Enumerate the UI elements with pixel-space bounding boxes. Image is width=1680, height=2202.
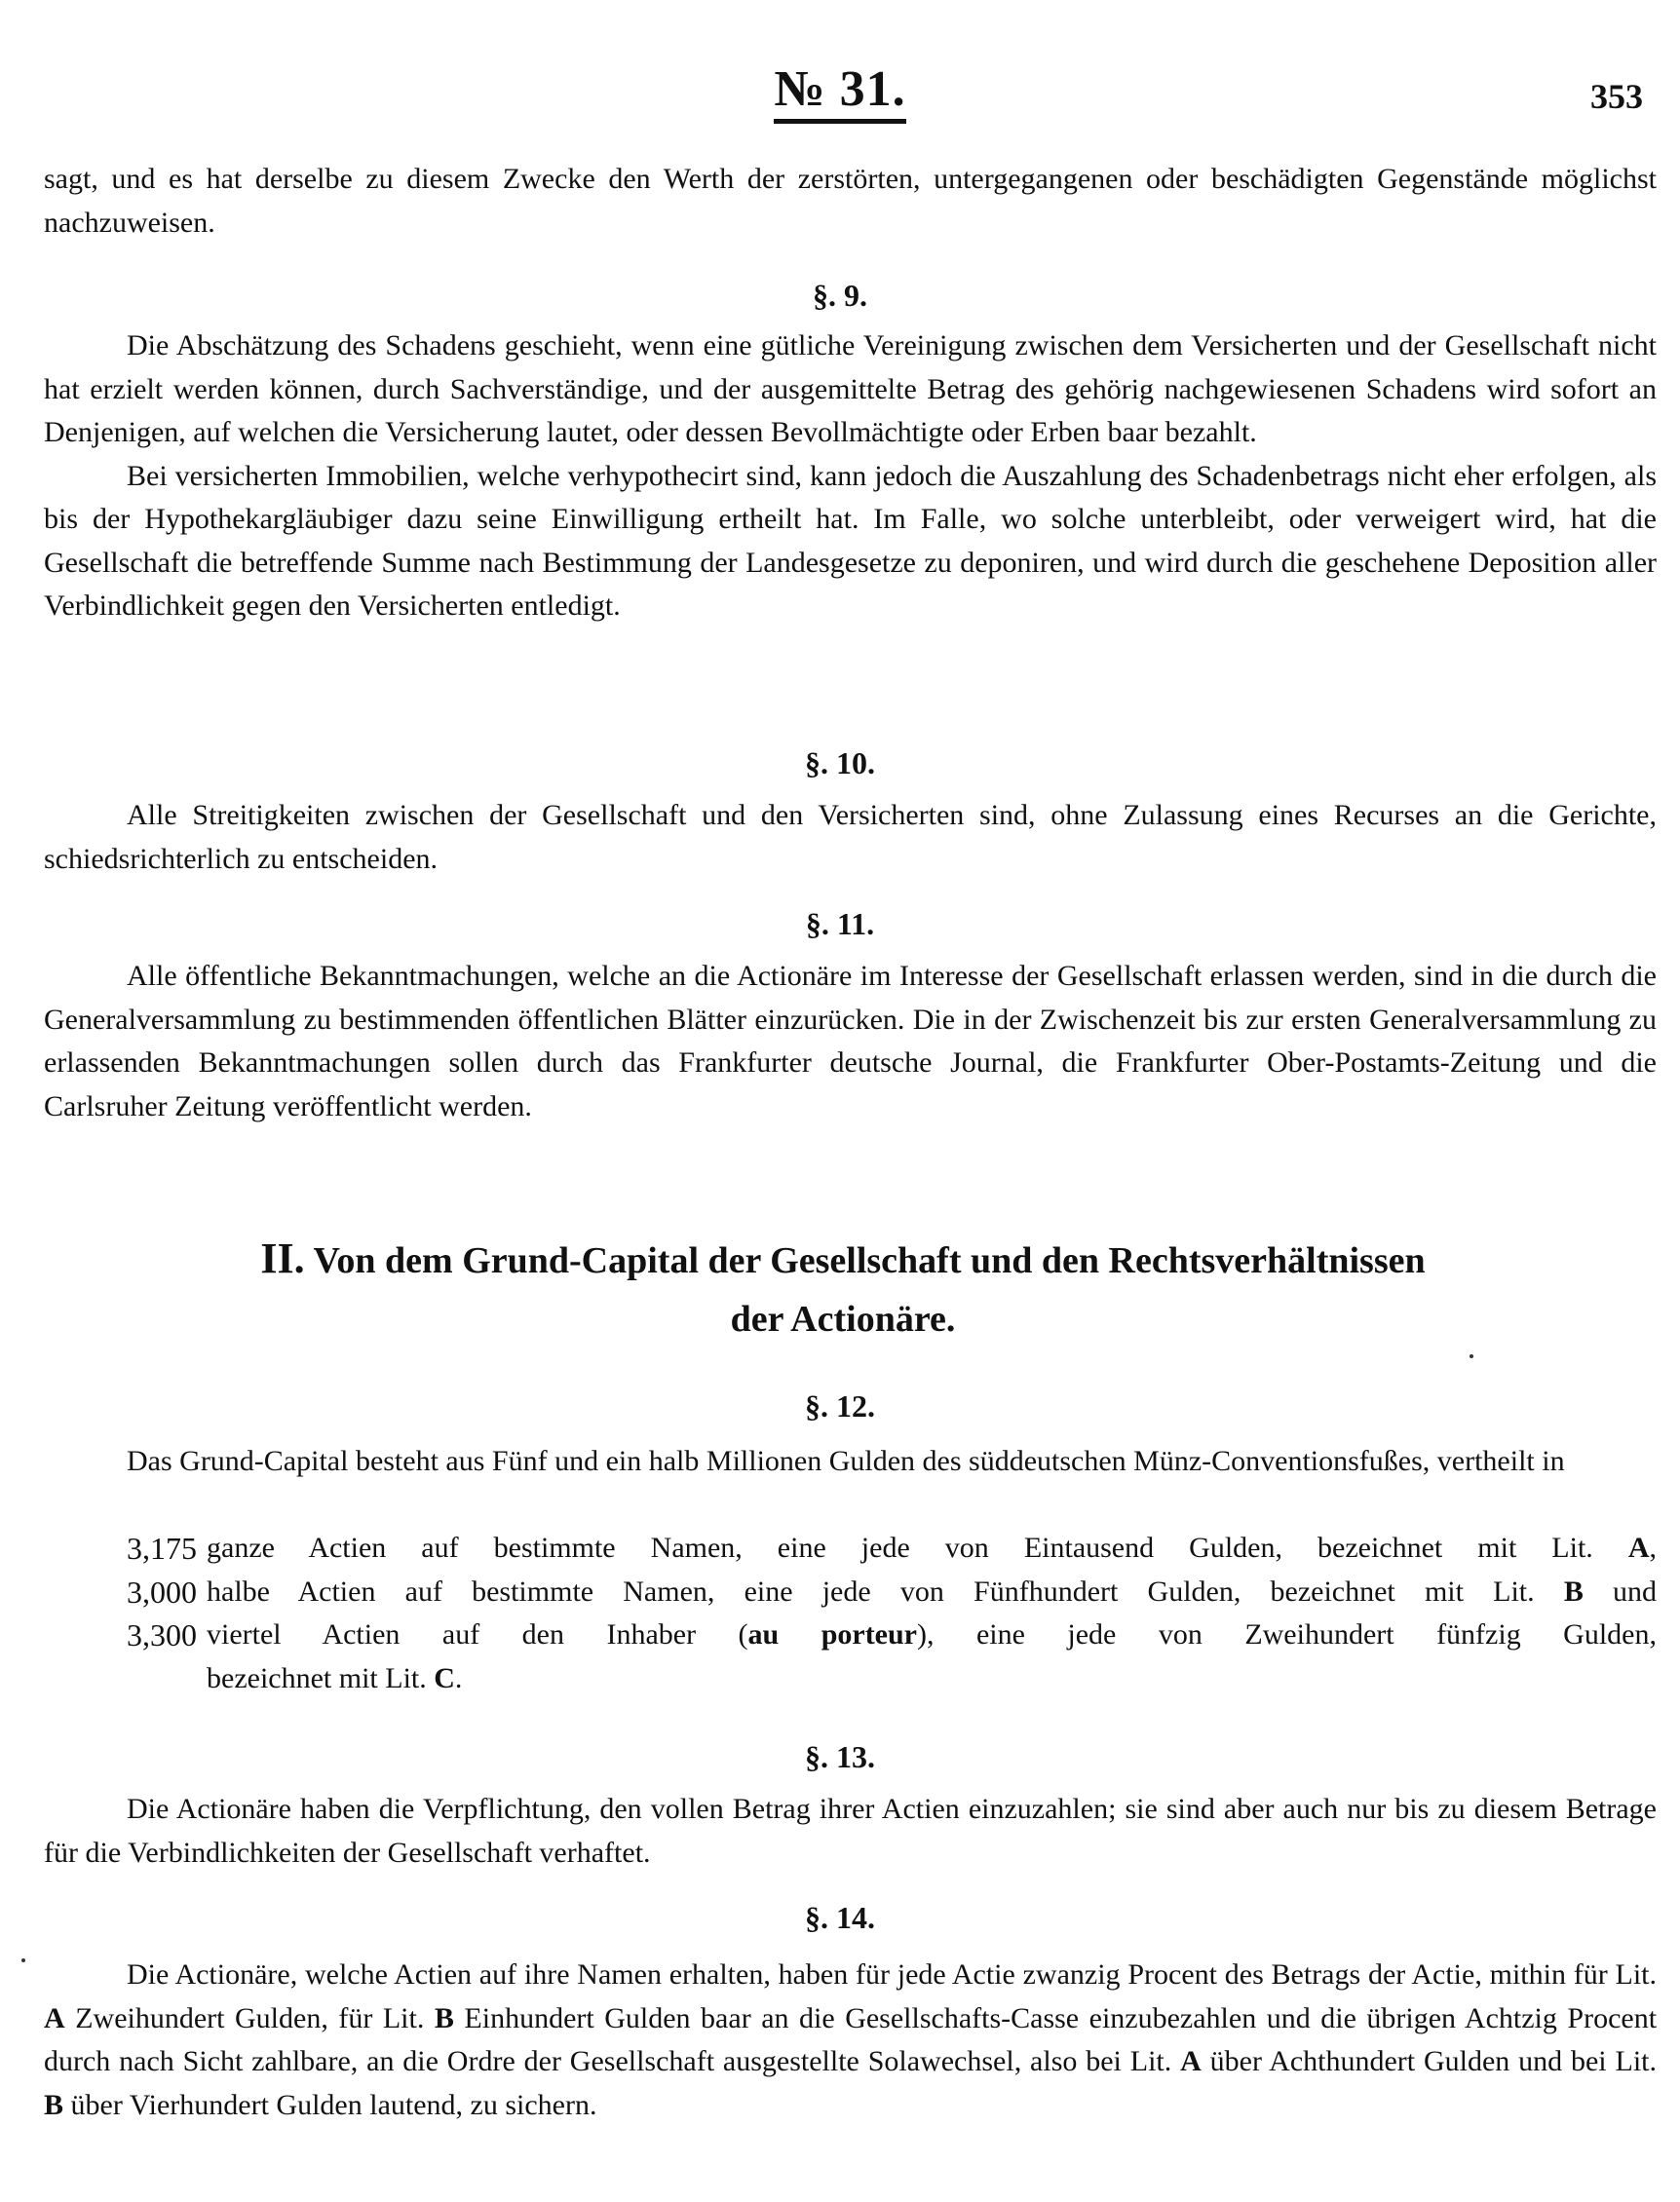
- section-mark-14: §. 14.: [805, 1900, 875, 1935]
- section-11-body: [44, 955, 1657, 1128]
- section-10-body: [44, 794, 1657, 881]
- paragraph: Die Abschätzung des Schadens geschieht, wenn eine gütliche Vereinigung zwischen dem Versicherten und der Gesellschaft nicht hat erzielt werden können, durch Sachverständige, und der ausgemittelte Betrag des gehörig nachgewiesenen Schadens wird sofort an Denjenigen, auf welchen die Versicherung lautet, oder dessen Bevollmächtigte oder Erben baar bezahlt.: [44, 329, 1657, 448]
- share-row-continuation: bezeichnet mit Lit. C.: [207, 1661, 463, 1694]
- section-14-body: Die Actionäre, welche Actien auf ihre Namen erhalten, haben für jede Actie zwanzig Procent des Betrags der Actie, mithin für Lit. A Zweihundert Gulden, für Lit. B Einhundert Gulden baar an die Gesellschafts-Casse einzubezahlen und die übrigen Achtzig Procent durch nach Sicht zahlbare, an die Ordre der Gesellschaft ausgestellte Solawechsel, also bei Lit. A über Achthundert Gulden und bei Lit. B über Vierhundert Gulden lautend, zu sichern.: [44, 1958, 1658, 2121]
- paragraph: Alle Streitigkeiten zwischen der Gesellschaft und den Versicherten sind, ohne Zulassung eines Recurses an die Gerichte, schiedsrichterlich zu entscheiden.: [44, 799, 1657, 875]
- section-mark-9: §. 9.: [813, 278, 867, 313]
- page-number: 353: [1590, 77, 1643, 116]
- section-9-body: [44, 324, 1657, 628]
- section-mark-13: §. 13.: [805, 1739, 875, 1774]
- chapter-title-line2: der Actionäre.: [730, 1299, 956, 1340]
- chapter-heading: [127, 1230, 1559, 1348]
- share-quantity: 3,000: [127, 1574, 197, 1610]
- share-row: 3,000 halbe Actien auf bestimmte Namen, eine jede von Fünfhundert Gulden, bezeichnet mit Lit. B und: [88, 1571, 1657, 1614]
- paragraph: Bei versicherten Immobilien, welche verhypothecirt sind, kann jedoch die Auszahlung des Schadenbetrags nicht eher erfolgen, als bis der Hypothekargläubiger dazu seine Einwilligung ertheilt hat. Im Falle, wo solche unterbleibt, oder verweigert wird, hat die Gesellschaft die betreffende Summe nach Bestimmung der Landesgesetze zu deponiren, und wird durch die geschehene Deposition aller Verbindlichkeit gegen den Versicherten entledigt.: [44, 459, 1657, 622]
- section-mark-10: §. 10.: [805, 745, 875, 780]
- chapter-numeral: II.: [260, 1234, 305, 1282]
- share-row: 3,175 ganze Actien auf bestimmte Namen, eine jede von Eintausend Gulden, bezeichnet mit Lit. A,: [88, 1527, 1657, 1571]
- continuation-paragraph: sagt, und es hat derselbe zu diesem Zwecke den Werth der zerstörten, untergegangenen oder beschädigten Gegenstände möglichst nachzuweisen.: [44, 163, 1657, 239]
- section-mark-11: §. 11.: [805, 906, 875, 941]
- chapter-title-line1: II. Von dem Grund-Capital der Gesellschaft und den Rechtsverhältnissen: [260, 1234, 1426, 1282]
- issue-number: № 31.: [0, 60, 1680, 118]
- section-mark-12: §. 12.: [805, 1388, 875, 1424]
- share-quantity: 3,300: [127, 1617, 197, 1652]
- share-quantity: 3,175: [127, 1531, 197, 1566]
- share-list: [88, 1527, 1657, 1700]
- print-speck: [1470, 1354, 1473, 1358]
- paragraph: Alle öffentliche Bekanntmachungen, welche an die Actionäre im Interesse der Gesellschaft erlassen werden, sind in die durch die Generalversammlung zu bestimmenden öffentlichen Blätter einzurücken. Die in der Zwischenzeit bis zur ersten Generalversammlung zu erlassenden Bekanntmachungen sollen durch das Frankfurter deutsche Journal, die Frankfurter Ober-Postamts-Zeitung und die Carlsruher Zeitung veröffentlicht werden.: [44, 960, 1657, 1122]
- section-12-intro: Das Grund-Capital besteht aus Fünf und ein halb Millionen Gulden des süddeutschen Münz-Conventionsfußes, vertheilt in: [127, 1445, 1565, 1477]
- share-row: 3,300 viertel Actien auf den Inhaber (au porteur), eine jede von Zweihundert fünfzig Gulden,: [88, 1614, 1657, 1657]
- section-13-body: Die Actionäre haben die Verpflichtung, den vollen Betrag ihrer Actien einzuzahlen; sie sind aber auch nur bis zu diesem Betrage für die Verbindlichkeiten der Gesellschaft verhaftet.: [44, 1793, 1657, 1869]
- print-speck: [21, 1958, 25, 1962]
